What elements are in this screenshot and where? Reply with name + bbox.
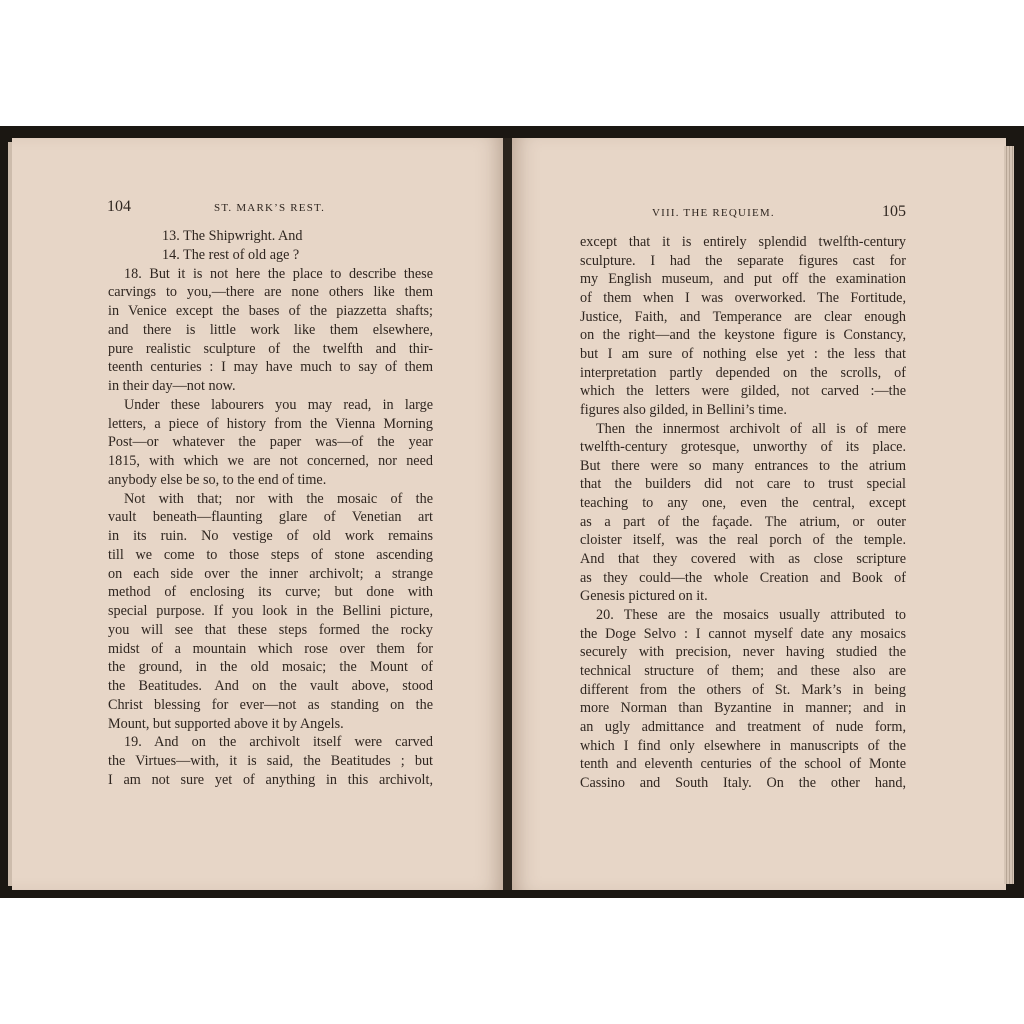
text-line: Genesis pictured on it.: [580, 588, 708, 605]
text-line: technical structure of them; and these also are: [580, 662, 906, 679]
text-line: till we come to those steps of stone ascending: [108, 546, 433, 563]
text-line: method of enclosing its curve; but done with: [108, 584, 433, 601]
text-line: which I find only elsewhere in manuscripts of the: [580, 737, 906, 754]
book-gutter: [503, 138, 512, 890]
text-line: in its ruin. No vestige of old work remains: [108, 528, 433, 544]
text-line: interpretation partly depended on the scrolls, of: [580, 364, 906, 381]
text-line: carvings to you,—there are none others like them: [108, 284, 433, 301]
text-line: But there were so many entrances to the atrium: [580, 457, 906, 474]
text-line: Under these labourers you may read, in large: [124, 396, 433, 413]
text-line: 19. And on the archivolt itself were carved: [124, 734, 433, 751]
right-running-head: VIII. THE REQUIEM.: [652, 207, 775, 219]
right-page-number: 105: [882, 203, 906, 220]
text-line: 1815, with which we are not concerned, nor need: [108, 453, 433, 469]
text-line: anybody else be so, to the end of time.: [108, 471, 327, 488]
text-line: in Venice except the bases of the piazzetta shafts;: [108, 303, 433, 319]
text-line: in their day—not now.: [108, 378, 236, 394]
left-page-number: 104: [107, 198, 131, 215]
text-line: special purpose. If you look in the Bellini picture,: [108, 603, 433, 619]
text-line: 13. The Shipwright. And: [162, 228, 303, 244]
text-line: Post—or whatever the paper was—of the year: [108, 434, 433, 451]
text-line: Not with that; nor with the mosaic of the: [124, 490, 433, 507]
text-line: which the letters were gilded, not carved :—the: [580, 383, 906, 400]
left-running-head: ST. MARK’S REST.: [214, 202, 326, 214]
text-line: more Norman than Byzantine in manner; and in: [580, 700, 906, 717]
text-line: teaching to any one, even the central, except: [580, 495, 906, 512]
text-line: of them when I was overworked. The Fortitude,: [580, 289, 906, 306]
text-line: I am not sure yet of anything in this archivolt,: [108, 771, 433, 788]
text-line: 20. These are the mosaics usually attributed to: [596, 607, 906, 623]
text-line: Then the innermost archivolt of all is of mere: [596, 420, 906, 437]
text-line: 14. The rest of old age ?: [162, 246, 300, 263]
text-line: cloister itself, was the real porch of the temple.: [580, 532, 906, 549]
text-line: pure realistic sculpture of the twelfth and thir-: [108, 340, 433, 357]
text-line: Justice, Faith, and Temperance are clear enough: [580, 308, 906, 325]
text-line: on the right—and the keystone figure is Constancy,: [580, 327, 906, 344]
text-line: the Doge Selvo : I cannot myself date any mosaics: [580, 625, 906, 642]
page-stack-edges: [1004, 146, 1014, 884]
text-line: the Virtues—with, it is said, the Beatitudes ; but: [108, 753, 433, 769]
text-line: and there is little work like them elsewhere,: [108, 321, 433, 338]
text-line: 18. But it is not here the place to describe these: [124, 265, 433, 282]
text-line: my English museum, and put off the examination: [580, 271, 906, 288]
text-line: except that it is entirely splendid twelfth-century: [580, 234, 906, 250]
text-line: different from the others of St. Mark’s in being: [580, 681, 906, 698]
text-line: but I am sure of nothing else yet : the less that: [580, 345, 906, 362]
text-line: as they could—the whole Creation and Book of: [580, 569, 906, 586]
text-line: Cassino and South Italy. On the other hand,: [580, 774, 906, 791]
text-line: you will see that these steps formed the rocky: [108, 621, 433, 638]
text-line: that the builders did not care to trust special: [580, 476, 906, 493]
text-line: the ground, in the old mosaic; the Mount of: [108, 659, 433, 676]
text-line: vault beneath—flaunting glare of Venetian art: [108, 509, 433, 526]
text-line: letters, a piece of history from the Vienna Morning: [108, 415, 433, 432]
text-line: an ugly admittance and treatment of nude form,: [580, 718, 906, 735]
text-line: And that they covered with as close scripture: [580, 551, 906, 568]
text-line: Christ blessing for ever—not as standing on the: [108, 696, 433, 713]
text-line: Mount, but supported above it by Angels.: [108, 715, 344, 732]
text-line: as a part of the façade. The atrium, or outer: [580, 513, 906, 530]
text-line: midst of a mountain which rose over them for: [108, 640, 433, 657]
text-line: teenth centuries : I may have much to say of them: [108, 359, 433, 376]
text-line: sculpture. I had the separate figures cast for: [580, 252, 906, 269]
text-line: securely with precision, never having studied the: [580, 644, 906, 661]
text-line: tenth and eleventh centuries of the school of Monte: [580, 756, 906, 773]
text-line: figures also gilded, in Bellini’s time.: [580, 401, 787, 418]
text-line: twelfth-century grotesque, unworthy of its place.: [580, 439, 906, 456]
text-line: on each side over the inner archivolt; a strange: [108, 565, 433, 582]
text-line: the Beatitudes. And on the vault above, stood: [108, 678, 433, 694]
